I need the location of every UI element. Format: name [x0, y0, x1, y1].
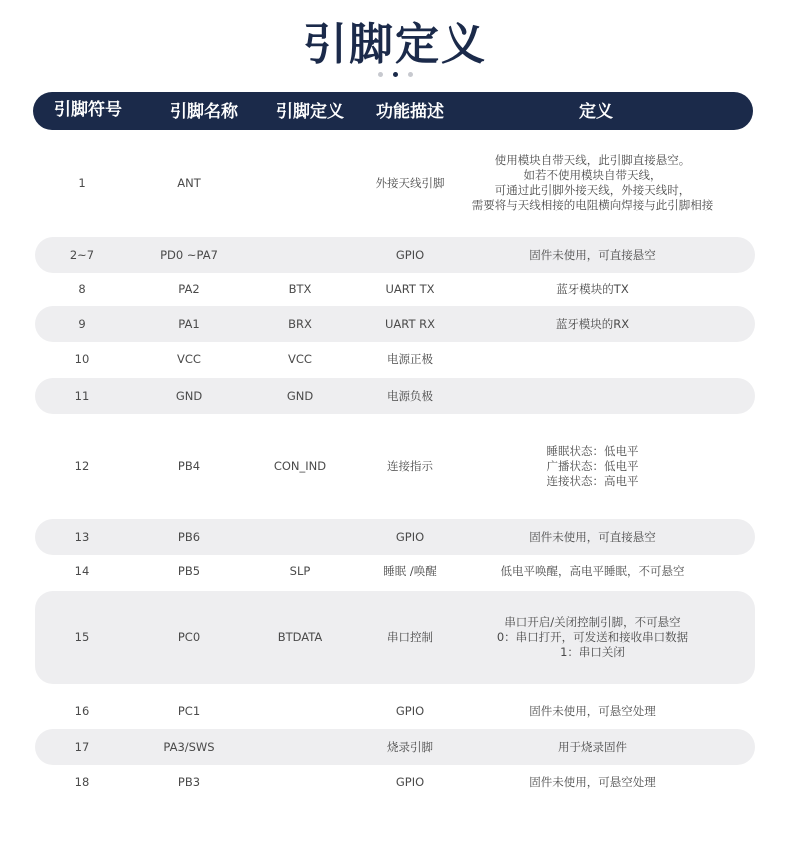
description-cell: [465, 729, 720, 765]
table-row: [35, 519, 755, 555]
pin-cell: 12: [74, 458, 90, 473]
name-cell: PB6: [177, 529, 201, 544]
description-cell: [465, 378, 720, 414]
description-line: 如若不使用模块自带天线，: [523, 168, 662, 182]
description-cell: [465, 237, 720, 273]
description-line: 0：串口打开，可发送和接收串口数据: [496, 630, 689, 644]
function-cell: 外接天线引脚: [375, 175, 445, 190]
pin-cell: 1: [78, 175, 86, 190]
header-pin-definition: 引脚定义: [276, 102, 344, 122]
definition-cell: GND: [286, 388, 314, 403]
pin-cell: 2~7: [69, 247, 95, 262]
table-row: [35, 729, 755, 765]
definition-cell: [245, 237, 355, 273]
table-header: [33, 92, 753, 130]
description-cell: [465, 137, 720, 229]
function-cell: GPIO: [395, 247, 425, 262]
table-row: [35, 764, 755, 800]
pin-cell: 8: [78, 281, 86, 296]
description-line: 固件未使用，可悬空处理: [529, 774, 656, 789]
description-cell: [465, 764, 720, 800]
function-cell: GPIO: [395, 703, 425, 718]
pin-cell: 18: [74, 774, 90, 789]
description-line: 连接状态：高电平: [546, 473, 639, 488]
function-cell: 连接指示: [387, 458, 433, 473]
description-line: 需要将与天线相接的电阻横向焊接与此引脚相接: [471, 198, 714, 212]
description-line: 蓝牙模块的TX: [556, 281, 629, 296]
name-cell: PB5: [177, 563, 201, 578]
table-row: [35, 237, 755, 273]
function-cell: GPIO: [395, 774, 425, 789]
table-row: [35, 342, 755, 376]
carousel-dot-active[interactable]: [393, 72, 398, 77]
definition-cell: SLP: [289, 563, 311, 578]
function-cell: GPIO: [395, 529, 425, 544]
description-line: 1：串口关闭: [560, 645, 625, 659]
description-cell: [465, 414, 720, 518]
header-pin-name: 引脚名称: [170, 102, 238, 122]
name-cell: PB3: [177, 774, 201, 789]
description-cell: [465, 519, 720, 555]
header-definition: 定义: [579, 102, 613, 122]
definition-cell: [245, 694, 355, 728]
pin-cell: 10: [74, 351, 90, 366]
function-cell: 串口控制: [387, 630, 433, 644]
description-line: 固件未使用，可直接悬空: [529, 529, 656, 544]
name-cell: PB4: [177, 458, 201, 473]
description-cell: [465, 591, 720, 684]
description-line: 睡眠状态：低电平: [546, 443, 639, 458]
name-cell: PA1: [178, 316, 200, 331]
pin-cell: 15: [74, 630, 90, 644]
description-line: 广播状态：低电平: [546, 458, 639, 473]
name-cell: VCC: [177, 351, 201, 366]
function-cell: 电源正极: [387, 351, 433, 366]
table-row: [35, 378, 755, 414]
definition-cell: [245, 137, 355, 229]
name-cell: PD0 ~PA7: [160, 247, 218, 262]
carousel-dot[interactable]: [408, 72, 413, 77]
function-cell: UART TX: [385, 281, 435, 296]
definition-cell: BTDATA: [277, 630, 323, 644]
function-cell: 电源负极: [387, 388, 433, 403]
table-row: [35, 306, 755, 342]
description-cell: [465, 342, 720, 376]
description-line: 固件未使用，可悬空处理: [529, 703, 656, 718]
definition-cell: BTX: [288, 281, 312, 296]
page-title: 引脚定义: [303, 19, 487, 70]
definition-cell: [245, 764, 355, 800]
function-cell: 烧录引脚: [387, 739, 433, 754]
header-pin-symbol: 引脚符号: [54, 100, 122, 120]
table-row: [35, 694, 755, 728]
name-cell: PA2: [178, 281, 200, 296]
description-line: 使用模块自带天线，此引脚直接悬空。: [494, 153, 691, 167]
description-cell: [465, 554, 720, 588]
description-cell: [465, 272, 720, 306]
description-line: 串口开启/关闭控制引脚，不可悬空: [504, 615, 681, 629]
name-cell: PA3/SWS: [163, 739, 215, 754]
name-cell: PC0: [177, 630, 201, 644]
description-cell: [465, 694, 720, 728]
pin-cell: 16: [74, 703, 90, 718]
definition-cell: VCC: [288, 351, 312, 366]
pin-cell: 9: [78, 316, 86, 331]
description-line: 可通过此引脚外接天线，外接天线时，: [494, 183, 691, 197]
description-line: 固件未使用，可直接悬空: [529, 247, 656, 262]
pin-cell: 13: [74, 529, 90, 544]
table-row: [35, 414, 755, 518]
definition-cell: BRX: [288, 316, 312, 331]
definition-cell: [245, 729, 355, 765]
name-cell: GND: [175, 388, 203, 403]
function-cell: 睡眠 /唤醒: [383, 563, 437, 578]
name-cell: PC1: [177, 703, 201, 718]
carousel-dots: [0, 72, 790, 77]
pin-cell: 14: [74, 563, 90, 578]
table-row: [35, 591, 755, 684]
definition-cell: CON_IND: [273, 458, 327, 473]
description-line: 蓝牙模块的RX: [555, 316, 630, 331]
definition-cell: [245, 519, 355, 555]
description-cell: [465, 306, 720, 342]
table-row: [35, 554, 755, 588]
table-row: [35, 137, 755, 229]
function-cell: UART RX: [385, 316, 435, 331]
header-function: 功能描述: [376, 102, 444, 122]
table-row: [35, 272, 755, 306]
pin-cell: 11: [74, 388, 90, 403]
pin-cell: 17: [74, 739, 90, 754]
carousel-dot[interactable]: [378, 72, 383, 77]
description-line: 用于烧录固件: [558, 739, 627, 754]
description-line: 低电平唤醒，高电平睡眠，不可悬空: [500, 563, 685, 578]
name-cell: ANT: [177, 175, 201, 190]
